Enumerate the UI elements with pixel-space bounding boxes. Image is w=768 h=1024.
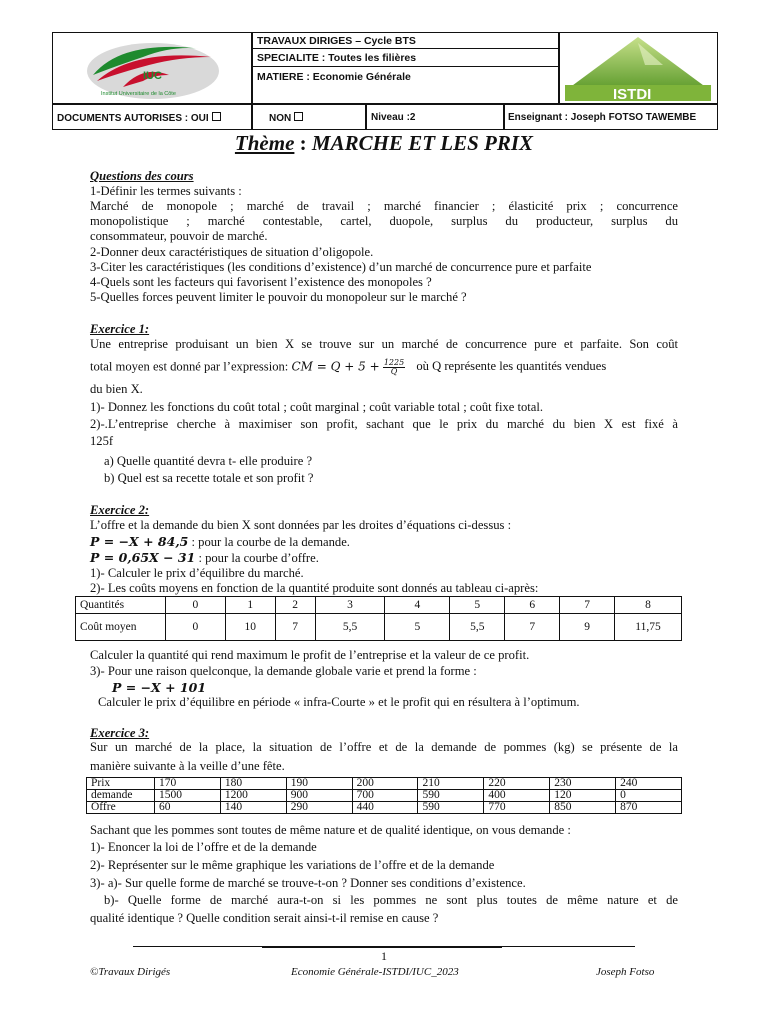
- exercise-2-q3-text: Calculer le prix d’équilibre en période « infra-Courte » et le profit qui en résultera à l’optimum.: [98, 695, 580, 709]
- table-cell: 170: [154, 778, 220, 790]
- page-title: Thème : MARCHE ET LES PRIX: [234, 131, 534, 155]
- header-box: [52, 32, 718, 130]
- iuc-logo: [83, 35, 223, 101]
- header-enseignant: Enseignant : Joseph FOTSO TAWEMBE: [508, 112, 697, 123]
- oui-checkbox[interactable]: [212, 112, 221, 121]
- exercise-2-q1: 1)- Calculer le prix d’équilibre du marché.: [90, 566, 304, 580]
- new-demand-equation: P = −X + 101: [112, 680, 207, 695]
- exercise-3-line2: manière suivante à la veille d’une fête.: [90, 759, 285, 773]
- exercise-3-q3b-cont: qualité identique ? Quelle condition serait ainsi-t-il remise en cause ?: [90, 911, 439, 925]
- demand-equation: P = −X + 84,5: [90, 534, 189, 549]
- table-row-header: demande: [87, 790, 155, 802]
- table-cell: 400: [484, 790, 550, 802]
- exercise-3-q3a: 3)- a)- Sur quelle forme de marché se trouve-t-on ? Donner ses conditions d’existence.: [90, 876, 526, 890]
- table-cell: 4: [385, 597, 450, 614]
- supply-equation: P = 0,65X − 31: [90, 550, 196, 565]
- table-cell: 7: [275, 614, 315, 641]
- question-3: 3-Citer les caractéristiques (les conditions d’existence) d’un marché de concurrence pure et parfaite: [90, 260, 592, 274]
- table-cell: 7: [505, 614, 560, 641]
- exercise-2-q2-text: Calculer la quantité qui rend maximum le profit de l’entreprise et la valeur de ce profit.: [90, 648, 530, 662]
- table-cell: 870: [616, 802, 682, 814]
- exercise-1-heading: Exercice 1:: [90, 322, 150, 336]
- table-cell: 190: [286, 778, 352, 790]
- exercise-1-q1: 1)- Donnez les fonctions du coût total ; coût marginal ; coût variable total ; coût fixe total.: [90, 400, 544, 414]
- table-cell: 0: [165, 614, 225, 641]
- exercise-2-q3: 3)- Pour une raison quelconque, la demande globale varie et prend la forme :: [90, 664, 477, 678]
- table-cell: 9: [560, 614, 615, 641]
- table-cell: 5: [450, 597, 505, 614]
- table-cell: 230: [550, 778, 616, 790]
- question-1: 1-Définir les termes suivants :: [90, 184, 242, 198]
- table-cell: 5,5: [315, 614, 385, 641]
- table-cell: 3: [315, 597, 385, 614]
- table-cell: 0: [616, 790, 682, 802]
- table-cell: 900: [286, 790, 352, 802]
- header-matiere: MATIERE : Economie Générale: [257, 71, 411, 83]
- exercise-1-line3: du bien X.: [90, 382, 143, 396]
- exercise-1-line1: Une entreprise produisant un bien X se trouve sur un marché de concurrence pure et parfaite. Son coût: [90, 337, 678, 351]
- exercise-1-q2a: a) Quelle quantité devra t- elle produire ?: [104, 454, 313, 468]
- demand-equation-line: P = −X + 84,5 : pour la courbe de la demande.: [90, 534, 350, 549]
- svg-text:Institut Universitaire de la C: Institut Universitaire de la Côte: [101, 91, 176, 97]
- svg-text:ISTDI: ISTDI: [613, 86, 652, 101]
- exercise-3-q3b: b)- Quelle forme de marché aura-t-on si les pommes ne sont plus toutes de même nature et de: [104, 893, 678, 907]
- table-cell: 220: [484, 778, 550, 790]
- table-row: [76, 614, 682, 641]
- table-row-header: Coût moyen: [76, 614, 166, 641]
- table-cell: 2: [275, 597, 315, 614]
- table-cell: 200: [352, 778, 418, 790]
- exercise-2-q2: 2)- Les coûts moyens en fonction de la quantité produite sont donnés au tableau ci-après:: [90, 581, 539, 595]
- question-1-terms-line3: consommateur, pouvoir de marché.: [90, 229, 268, 243]
- table-cell: 290: [286, 802, 352, 814]
- question-1-terms-line1: Marché de monopole ; marché de travail ; marché financier ; élasticité prix ; concurrence: [90, 199, 678, 213]
- exercise-1-price: 125f: [90, 434, 114, 448]
- table-row: [87, 778, 682, 790]
- average-cost-table: [75, 596, 682, 641]
- table-cell: 10: [225, 614, 275, 641]
- table-row-header: Offre: [87, 802, 155, 814]
- exercise-3-heading: Exercice 3:: [90, 726, 150, 740]
- table-cell: 6: [505, 597, 560, 614]
- table-cell: 11,75: [615, 614, 682, 641]
- table-cell: 700: [352, 790, 418, 802]
- table-cell: 240: [616, 778, 682, 790]
- exercise-3-line3: Sachant que les pommes sont toutes de même nature et de qualité identique, on vous demande :: [90, 823, 571, 837]
- footer-right: Joseph Fotso: [596, 966, 655, 978]
- docs-non-label: NON: [269, 112, 303, 124]
- exercise-1-line2: total moyen est donné par l’expression: CM = Q + 5 + $\frac{1225}{Q}$ où Q représente les quantités vendues: [90, 358, 607, 376]
- table-cell: 1500: [154, 790, 220, 802]
- exercise-1-q2: 2)-.L’entreprise cherche à maximiser son profit, sachant que le prix du marché du bien X est fixé à: [90, 417, 678, 431]
- exercise-3-q2: 2)- Représenter sur le même graphique les variations de l’offre et de la demande: [90, 858, 495, 872]
- table-cell: 0: [165, 597, 225, 614]
- table-cell: 440: [352, 802, 418, 814]
- table-cell: 5: [385, 614, 450, 641]
- header-title: TRAVAUX DIRIGES – Cycle BTS: [257, 35, 416, 47]
- table-cell: 7: [560, 597, 615, 614]
- table-cell: 60: [154, 802, 220, 814]
- table-cell: 8: [615, 597, 682, 614]
- svg-text:IUC: IUC: [143, 70, 162, 82]
- table-cell: 120: [550, 790, 616, 802]
- table-cell: 5,5: [450, 614, 505, 641]
- question-1-terms-line2: monopolistique ; marché contestable, cartel, duopole, surplus du producteur, surplus du: [90, 214, 678, 228]
- table-cell: 590: [418, 802, 484, 814]
- footer-left: ©Travaux Dirigés: [90, 966, 171, 978]
- exercise-2-heading: Exercice 2:: [90, 503, 150, 517]
- table-cell: 770: [484, 802, 550, 814]
- table-row-header: Prix: [87, 778, 155, 790]
- table-row: [76, 597, 682, 614]
- header-niveau: Niveau :2: [371, 112, 416, 123]
- table-row: [87, 802, 682, 814]
- supply-equation-line: P = 0,65X − 31 : pour la courbe d’offre.: [90, 550, 319, 565]
- footer-center: Economie Générale-ISTDI/IUC_2023: [291, 966, 459, 978]
- exercise-3-line1: Sur un marché de la place, la situation de l’offre et de la demande de pommes (kg) se présente de la: [90, 740, 678, 754]
- table-row: [87, 790, 682, 802]
- docs-oui-label: DOCUMENTS AUTORISES : OUI: [57, 112, 221, 124]
- table-cell: 590: [418, 790, 484, 802]
- table-cell: 850: [550, 802, 616, 814]
- table-cell: 140: [220, 802, 286, 814]
- question-2: 2-Donner deux caractéristiques de situation d’oligopole.: [90, 245, 374, 259]
- table-row-header: Quantités: [76, 597, 166, 614]
- table-cell: 210: [418, 778, 484, 790]
- exercise-3-q1: 1)- Enoncer la loi de l’offre et de la demande: [90, 840, 317, 854]
- header-specialite: SPECIALITE : Toutes les filières: [257, 52, 417, 64]
- non-checkbox[interactable]: [294, 112, 303, 121]
- page-number: 1: [381, 949, 387, 963]
- footer-divider-thick: [262, 946, 502, 948]
- supply-demand-table: [86, 777, 682, 814]
- table-cell: 180: [220, 778, 286, 790]
- istdi-logo: [563, 35, 713, 101]
- fraction: $\frac{1225}{Q}$: [383, 358, 405, 376]
- questions-heading: Questions des cours: [90, 169, 194, 183]
- table-cell: 1: [225, 597, 275, 614]
- exercise-1-q2b: b) Quel est sa recette totale et son profit ?: [104, 471, 314, 485]
- exercise-2-line1: L’offre et la demande du bien X sont données par les droites d’équations ci-dessus :: [90, 518, 512, 532]
- question-4: 4-Quels sont les facteurs qui favorisent l’existence des monopoles ?: [90, 275, 432, 289]
- table-cell: 1200: [220, 790, 286, 802]
- cost-equation: CM = Q + 5 +: [291, 359, 380, 374]
- question-5: 5-Quelles forces peuvent limiter le pouvoir du monopoleur sur le marché ?: [90, 290, 467, 304]
